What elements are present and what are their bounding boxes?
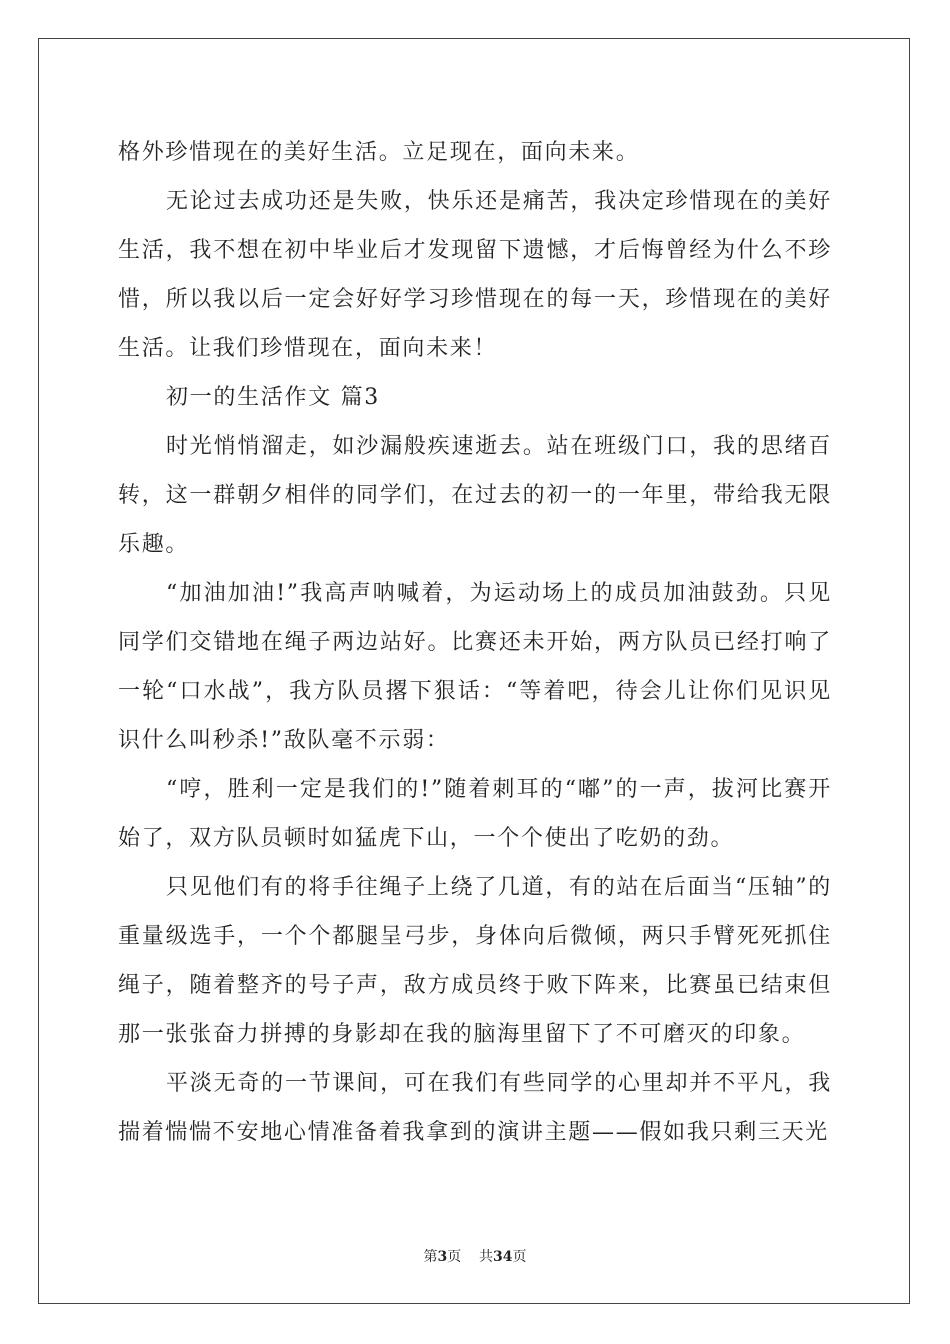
paragraph: 只见他们有的将手往绳子上绕了几道，有的站在后面当“压轴”的重量级选手，一个个都腿呈弓步，身体向后微倾，两只手臂死死抓住绳子，随着整齐的号子声，敌方成员终于败下阵来，比赛虽已结束但那一张张奋力拼搏的身影却在我的脑海里留下了不可磨灭的印象。 (118, 875, 832, 1047)
page-prefix: 第 (423, 1249, 438, 1265)
paragraph: 时光悄悄溜走，如沙漏般疾速逝去。站在班级门口，我的思绪百转，这一群朝夕相伴的同学们，在过去的初一的一年里，带给我无限乐趣。 (118, 434, 832, 557)
paragraph: 格外珍惜现在的美好生活。立足现在，面向未来。 (118, 140, 640, 165)
page-total: 34 (493, 1249, 513, 1265)
paragraph: “哼，胜利一定是我们的!”随着刺耳的“嘟”的一声，拔河比赛开始了，双方队员顿时如猛虎下山，一个个使出了吃奶的劲。 (118, 777, 832, 851)
total-prefix: 共 (479, 1249, 494, 1265)
paragraph: 平淡无奇的一节课间，可在我们有些同学的心里却并不平凡，我揣着惴惴不安地心情准备着我拿到的演讲主题——假如我只剩三天光 (118, 1071, 832, 1145)
paragraph: “加油加油!”我高声呐喊着，为运动场上的成员加油鼓劲。只见同学们交错地在绳子两边站好。比赛还未开始，两方队员已经打响了一轮“口水战”，我方队员撂下狠话：“等着吧，待会儿让你们见识见识什么叫秒杀!”敌队毫不示弱： (118, 581, 832, 753)
page-current: 3 (437, 1249, 448, 1265)
paragraph: 无论过去成功还是失败，快乐还是痛苦，我决定珍惜现在的美好生活，我不想在初中毕业后才发现留下遗憾，才后悔曾经为什么不珍惜，所以我以后一定会好好学习珍惜现在的每一天，珍惜现在的美好生活。让我们珍惜现在，面向未来！ (118, 189, 832, 361)
page-footer (0, 1246, 950, 1266)
section-heading: 初一的生活作文 篇3 (166, 385, 380, 410)
page-suffix: 页 (447, 1249, 462, 1265)
total-suffix: 页 (512, 1249, 527, 1265)
document-body (118, 128, 832, 1157)
